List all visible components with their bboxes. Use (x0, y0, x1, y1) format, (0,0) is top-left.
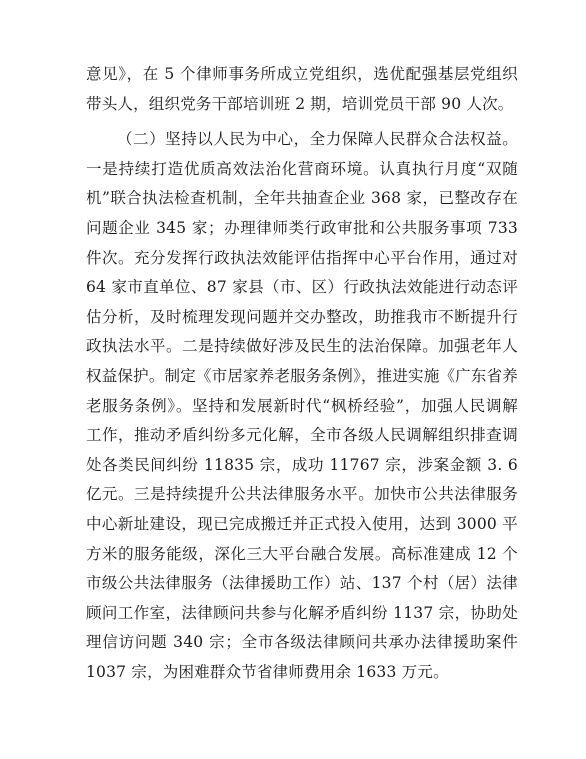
paragraph-section-two: （二）坚持以人民为中心，全力保障人民群众合法权益。一是持续打造优质高效法治化营商环境。认真执行月度“双随机”联合执法检查机制，全年共抽查企业 368 家，已整改存在问题企业 345 家；办理律师类行政审批和公共服务事项 733 件次。充分发挥行政执法效能评估指挥中心平台作用，通过对 64 家市直单位、87 家县（市、区）行政执法效能进行动态评估分析，及时梳理发现问题并交办整改，助推我市不断提升行政执法水平。二是持续做好涉及民生的法治保障。加强老年人权益保护。制定《市居家养老服务条例》，推进实施《广东省养老服务条例》。坚持和发展新时代“枫桥经验”，加强人民调解工作，推动矛盾纠纷多元化解，全市各级人民调解组织排查调处各类民间纠纷 11835 宗，成功 11767 宗，涉案金额 3. 6 亿元。三是持续提升公共法律服务水平。加快市公共法律服务中心新址建设，现已完成搬迁并正式投入使用，达到 3000 平方米的服务能级，深化三大平台融合发展。高标准建成 12 个市级公共法律服务（法律援助工作）站、137 个村（居）法律顾问工作室，法律顾问共参与化解矛盾纠纷 1137 宗，协助处理信访问题 340 宗；全市各级法律顾问共承办法律援助案件 1037 宗，为困难群众节省律师费用余 1633 万元。 (86, 130, 518, 681)
paragraph-continuation: 意见》，在 5 个律师事务所成立党组织，选优配强基层党组织带头人，组织党务干部培训班 2 期，培训党员干部 90 人次。 (86, 65, 518, 113)
document-page (86, 60, 518, 687)
